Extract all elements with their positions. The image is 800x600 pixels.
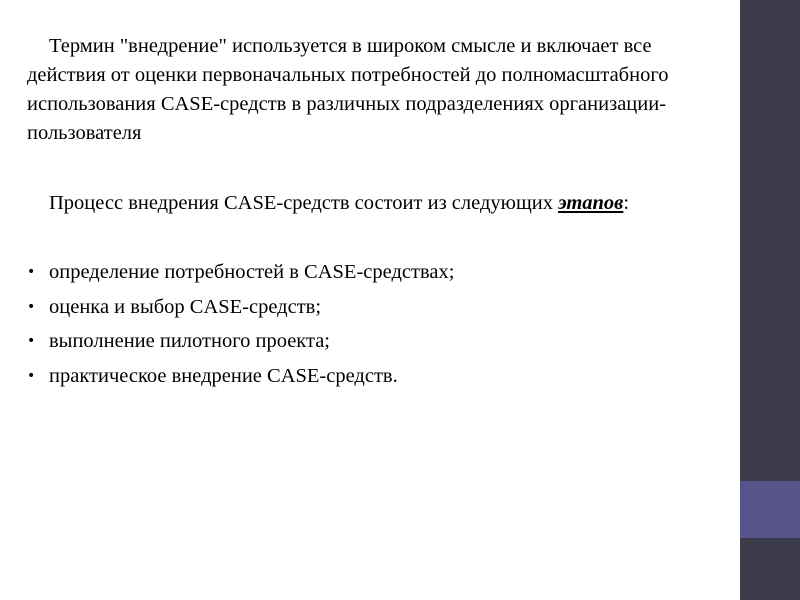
bullet-icon: • bbox=[27, 367, 36, 384]
process-paragraph-prefix: Процесс внедрения CASE-средств состоит из следующих bbox=[49, 192, 559, 214]
process-paragraph bbox=[27, 189, 732, 218]
list-item-text: практическое внедрение CASE-средств. bbox=[49, 364, 398, 387]
list-item bbox=[27, 359, 732, 394]
list-item-text: определение потребностей в CASE-средствах; bbox=[49, 261, 455, 283]
bullet-icon: • bbox=[27, 298, 36, 315]
bullet-icon: • bbox=[27, 264, 36, 280]
list-item bbox=[27, 255, 732, 290]
list-item bbox=[27, 290, 732, 325]
process-paragraph-suffix: : bbox=[623, 192, 630, 214]
stages-emphasis-word: этапов bbox=[558, 192, 624, 214]
intro-paragraph: Термин "внедрение" используется в широком смысле и включает все действия от оценки первоначальных потребностей до полномасштабного использования CASE-средств в различных подразделениях организации-пользователя bbox=[27, 35, 669, 144]
stages-list bbox=[27, 255, 732, 393]
sidebar-accent-block bbox=[740, 481, 800, 538]
bullet-icon: • bbox=[27, 333, 36, 349]
list-item-text: выполнение пилотного проекта; bbox=[49, 330, 330, 352]
list-item bbox=[27, 324, 732, 359]
list-item-text: оценка и выбор CASE-средств; bbox=[49, 295, 322, 318]
slide-text-block bbox=[27, 32, 732, 393]
